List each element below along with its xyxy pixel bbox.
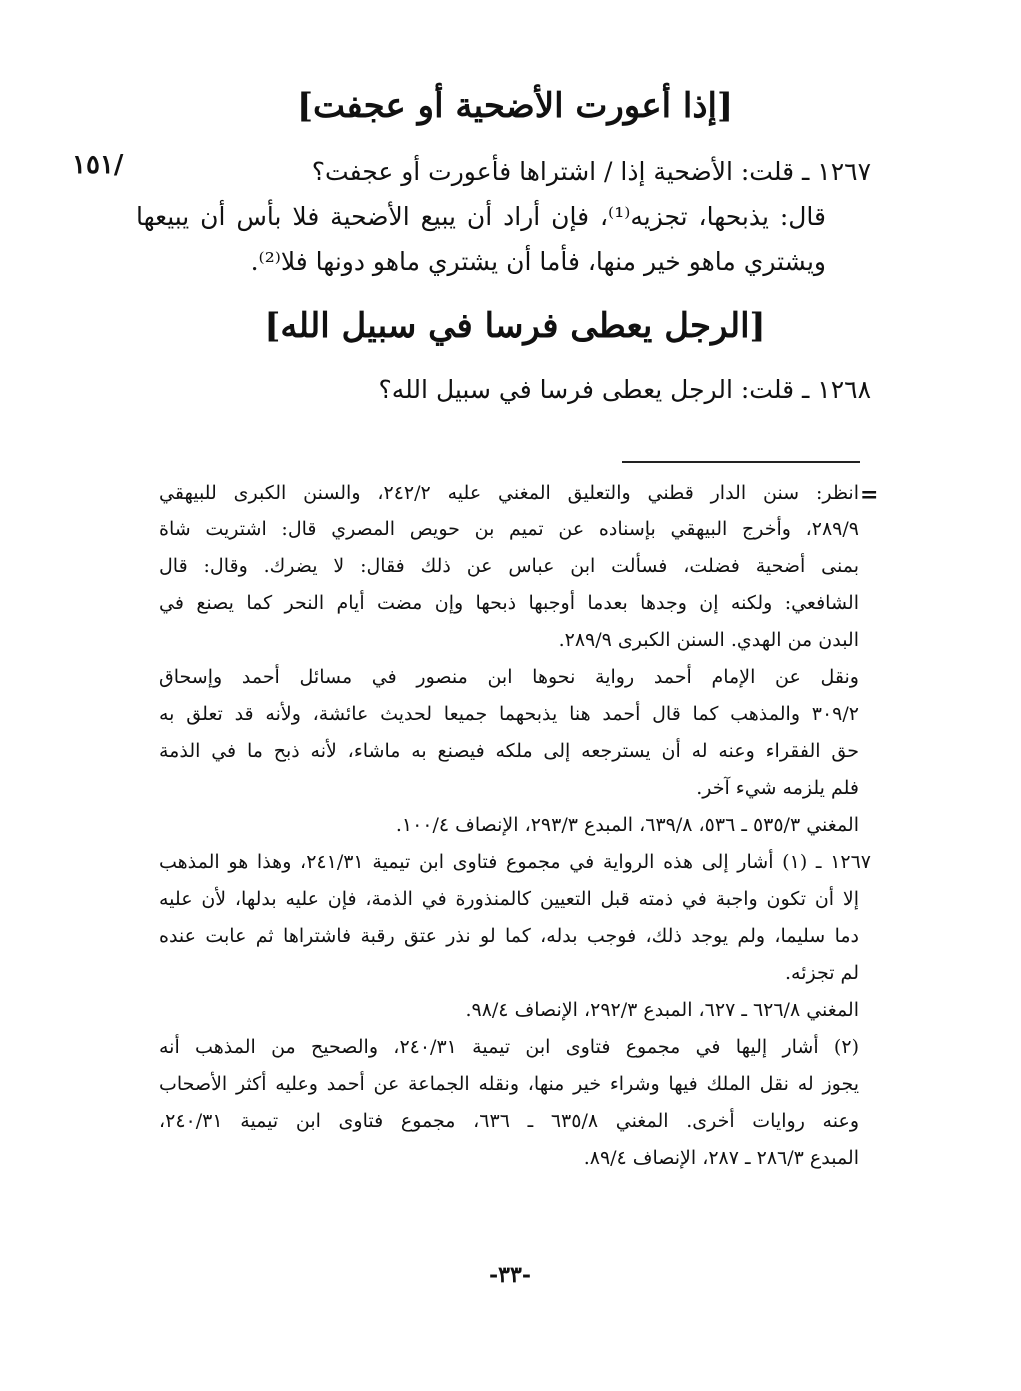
section-heading-1: [إذا أعورت الأضحية أو عجفت] (296, 86, 734, 126)
footnote-line: دما سليما، ولم يوجد ذلك، فوجب بدله، كما لو نذر عتق رقبة فاشتراها ثم عابت عنده (159, 925, 859, 947)
footnote-line: لم تجزئه. (784, 962, 859, 984)
footnote-line: حق الفقراء وعنه له أن يسترجعه إلى ملكه فيصنع به ماشاء، لأنه ذبح ما في الذمة (159, 740, 859, 762)
question-1267: ١٢٦٧ ـ قلت: الأضحية إذا / اشتراها فأعورت أو عجفت؟ (311, 157, 871, 186)
footnote-line: فلم يلزمه شيء آخر. (696, 777, 859, 799)
footnote-line: المبدع ٢٨٦/٣ ـ ٢٨٧، الإنصاف ٨٩/٤. (583, 1147, 859, 1169)
footnote-1267-1: ١٢٦٧ ـ (١) أشار إلى هذه الرواية في مجموع فتاوى ابن تيمية ٢٤١/٣١، وهذا هو المذهب (159, 851, 872, 873)
footnote-line: إلا أن تكون واجبة في ذمته قبل التعيين كالمنذورة في الذمة، فإن عليه بدلها، لأن عليه (159, 888, 859, 910)
footnote-line: ٣٠٩/٢ والمذهب كما قال أحمد هنا يذبحهما جميعا لحديث عائشة، ولأنه قد تعلق به (159, 703, 859, 725)
footnote-line: الشافعي: ولكنه إن وجدها بعدما أوجبها ذبحها وإن مضت أيام النحر كما يصنع في (159, 592, 859, 614)
footnote-separator (622, 461, 860, 463)
margin-page-reference: /١٥١ (72, 150, 124, 180)
answer-line-1: قال: يذبحها، تجزيه⁽¹⁾، فإن أراد أن يبيع الأضحية فلا بأس أن يبيعها (136, 202, 826, 231)
footnote-continuation-mark: = (860, 482, 879, 508)
footnote-line: يجوز له نقل الملك فيها وشراء خير منها، ونقله الجماعة عن أحمد وعليه أكثر الأصحاب (159, 1073, 859, 1095)
footnote-line: بمنى أضحية فضلت، فسألت ابن عباس عن ذلك فقال: لا يضرك. وقال: قال (159, 555, 859, 577)
footnote-line: المغني ٥٣٥/٣ ـ ٥٣٦، ٦٣٩/٨، المبدع ٢٩٣/٣، الإنصاف ١٠٠/٤. (395, 814, 859, 836)
footnote-1267-2: (٢) أشار إليها في مجموع فتاوى ابن تيمية ٢٤٠/٣١، والصحيح من المذهب أنه (159, 1036, 859, 1058)
footnote-line: ونقل عن الإمام أحمد رواية نحوها ابن منصور في مسائل أحمد وإسحاق (159, 666, 859, 688)
footnote-line: وعنه روايات أخرى. المغني ٦٣٥/٨ ـ ٦٣٦، مجموع فتاوى ابن تيمية ٢٤٠/٣١، (159, 1110, 859, 1132)
section-heading-2: [الرجل يعطى فرسا في سبيل الله] (264, 306, 766, 346)
page-number: -٣٣- (489, 1262, 531, 1288)
footnote-line: المغني ٦٢٦/٨ ـ ٦٢٧، المبدع ٢٩٢/٣، الإنصاف ٩٨/٤. (465, 999, 859, 1021)
answer-line-2: ويشتري ماهو خير منها، فأما أن يشتري ماهو دونها فلا⁽²⁾. (250, 247, 826, 276)
footnote-line: انظر: سنن الدار قطني والتعليق المغني عليه ٢٤٢/٢، والسنن الكبرى للبيهقي (159, 482, 860, 504)
question-1268: ١٢٦٨ ـ قلت: الرجل يعطى فرسا في سبيل الله؟ (378, 375, 871, 404)
footnote-line: البدن من الهدي. السنن الكبرى ٢٨٩/٩. (558, 629, 859, 651)
footnote-line: ٢٨٩/٩، وأخرج البيهقي بإسناده عن تميم بن حويص المصري قال: اشتريت شاة (159, 518, 859, 540)
